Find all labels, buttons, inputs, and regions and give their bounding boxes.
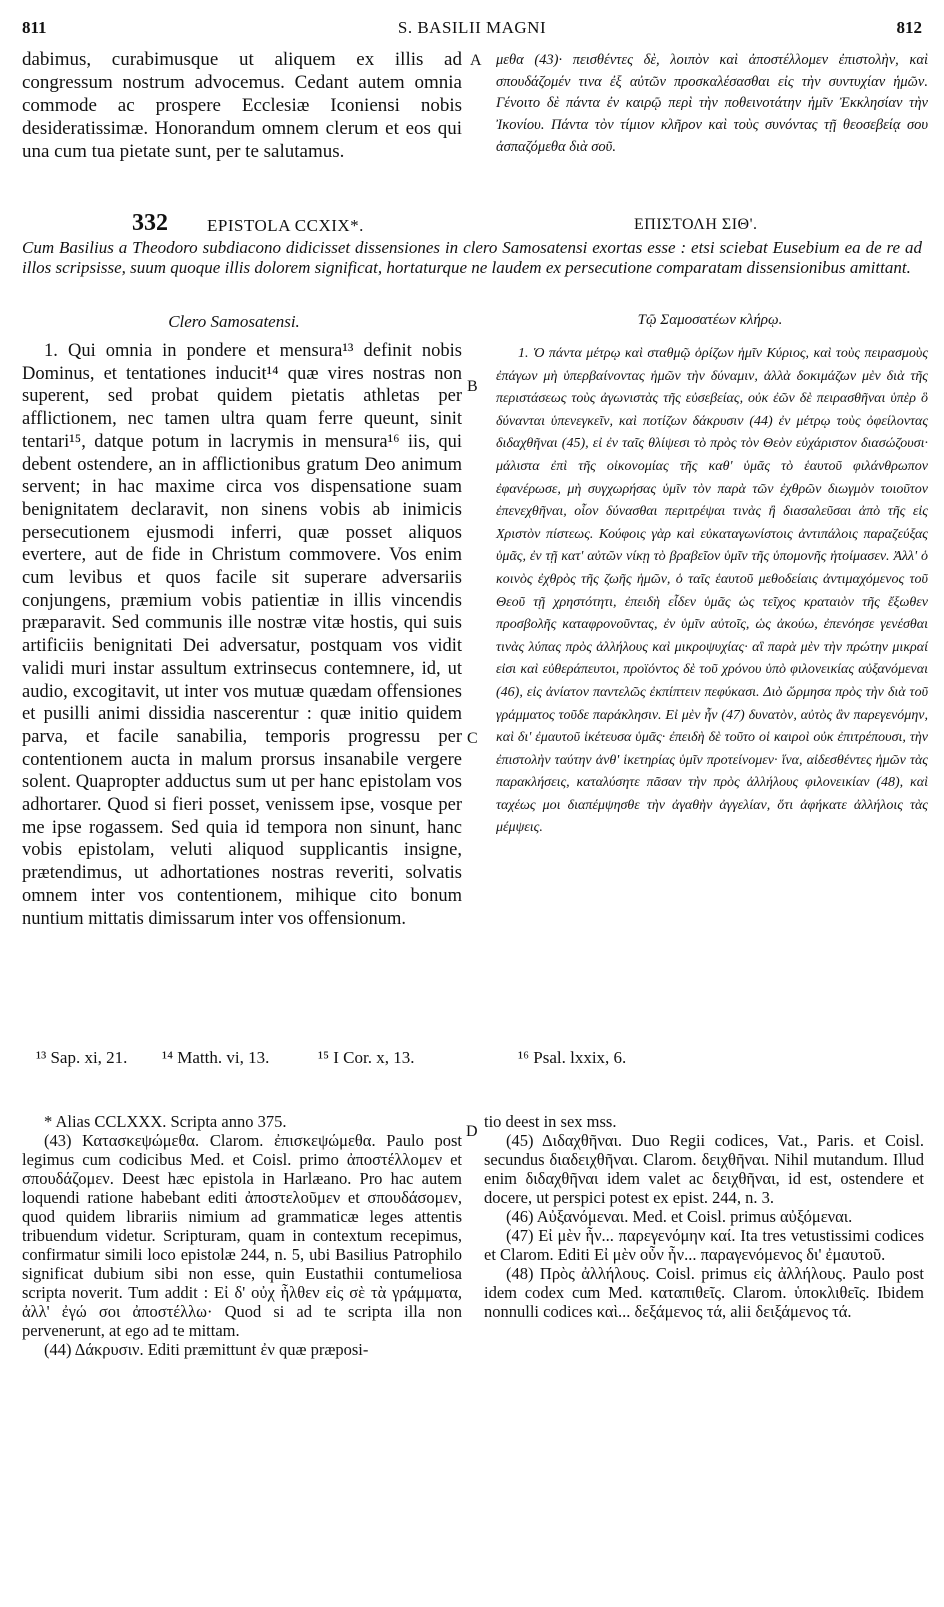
note-44: (44) Δάκρυσιν. Editi præmittunt ἐν quæ præposi- [44, 1340, 369, 1359]
footnote-15: ¹⁵ I Cor. x, 13. [318, 1048, 415, 1067]
greek-address: Τῷ Σαμοσατέων κλήρῳ. [637, 312, 783, 328]
previous-letter-latin-ending [22, 48, 462, 163]
page-number-right: 812 [896, 18, 922, 37]
latin-letter-title: EPISTOLA CCXIX*. [207, 216, 364, 235]
greek-body-text: 1. Ὁ πάντα μέτρῳ καὶ σταθμῷ ὁρίζων ἡμῖν Κύριος, καὶ τοὺς πειρασμοὺς ἐπάγων μὴ ὑπερβαίνοντας ἡμῶν τὴν δύναμιν, ἀλλὰ δοκιμάζων μὲν διὰ τῆς περιστάσεως τοὺς ἀγωνιστὰς τῆς εὐσεβείας, οὐκ ἐῶν δὲ πειρασθῆναι ὑπὲρ ὃ δύνανται ὑπενεγκεῖν, καὶ ποτίζων δάκρυσιν (44) ἐν μέτρῳ τοὺς ὀφείλοντας διδαχθῆναι (45), εἰ ἐν ταῖς θλίψεσι τὸ πρὸς τὸν Θεὸν εὐχάριστον διασώζουσι· μάλιστα ἐπὶ τῆς οἰκονομίας τῆς καθ' ὑμᾶς τὸ ἑαυτοῦ φιλάνθρωπον ἐφανέρωσε, μὴ συγχωρήσας ὑμῖν τὸν παρὰ τῶν ἐχθρῶν διωγμὸν τοιοῦτον ἐπενεχθῆναι, οἷον δύνασθαι περιτρέψαι τινὰς ἢ διασαλεῦσαι ἀπὸ τῆς εἰς Χριστὸν πίστεως. Κούφοις γὰρ καὶ εὐκαταγωνίστοις ἀντιπάλοις παραζεύξας ὑμᾶς, ἐν τῇ κατ' αὐτῶν νίκῃ τὸ βραβεῖον ὑμῖν τῆς ὑπομονῆς ἡτοίμασεν. Ἀλλ' ὁ κοινὸς ἐχθρὸς τῆς ζωῆς ἡμῶν, ὁ ταῖς ἑαυτοῦ μεθοδείαις ἀντιμαχόμενος τοῦ Θεοῦ τῇ χρηστότητι, ἐπειδὴ εἶδεν ὑμᾶς ὡς τεῖχος κραταιὸν τῆς ἔξωθεν προσβολῆς καταφρονοῦντας, ἐν ὑμῖν αὐτοῖς, ὡς ἀκούω, ἐπενόησε γενέσθαι τινὰς λύπας πρὸς ἀλλήλους καὶ μικροψυχίας· αἳ παρὰ μὲν τὴν πρώτην μικραί εἰσι καὶ εὐθεράπευτοι, προϊόντος δὲ τοῦ χρόνου ὑπὸ φιλονεικίας αὐξανόμεναι (46), εἰς ἀνίατον παντελῶς ἐκπίπτειν πεφύκασι. Διὸ ὥρμησα πρὸς τὴν διὰ τοῦ γράμματος τοῦδε παράκλησιν. Εἰ μὲν ἦν (47) δυνατὸν, αὐτὸς ἂν παρεγενόμην, καὶ δι' ἐμαυτοῦ ἱκέτευσα ὑμᾶς· ἐπειδὴ δὲ τοῦτο οἱ καιροὶ οὐκ ἐπιτρέπουσι, τὴν ἐπιστολὴν ταύτην ἀνθ' ἱκετηρίας ὑμῖν προτείνομεν· ἵνα, αἰδεσθέντες ἡμῶν τὰς παρακλήσεις, καταλύσητε πᾶσαν τὴν πρὸς ἀλλήλους φιλονεικίαν (48), καὶ ταχέως μοι διαπέμψησθε τὴν ἀγαθὴν ἀγγελίαν, ὅτι ἀφήκατε ἀλλήλοις τὰς μέμψεις. [496, 346, 928, 836]
note-44-continued: tio deest in sex mss. [484, 1112, 617, 1131]
letter-number: 332 [132, 210, 168, 236]
running-header [22, 18, 922, 44]
page-number-left: 811 [22, 18, 47, 37]
note-47: (47) Εἰ μὲν ἦν... παρεγενόμην καί. Ita tres vetustissimi codices et Clarom. Editi Εἰ μὲν οὖν ἦν... παραγενόμενος δι' ἐμαυτοῦ. [484, 1226, 924, 1264]
critical-notes-right [484, 1112, 924, 1321]
note-46: (46) Αὐξανόμεναι. Med. et Coisl. primus αὐξόμεναι. [506, 1207, 853, 1226]
critical-notes-left [22, 1112, 462, 1359]
note-alias: * Alias CCLXXX. Scripta anno 375. [44, 1112, 287, 1131]
latin-body-text: 1. Qui omnia in pondere et mensura¹³ definit nobis Dominus, et tentationes inducit¹⁴ quæ vires nostras non superent, sed probat quidem pietatis athletas per afflictionem, nec tamen ultra quam ferre queunt, sinit tentari¹⁵, datque potum in lacrymis in mensura¹⁶ iis, qui debent ostendere, an in afflictionibus gratum Deo animum servent; in hac maxime circa vos dispensatione suam benignitatem declaravit, non sinens vobis ab inimicis persecutionem ejusmodi inferri, quæ posset aliquos evertere, aut de fide in Christum commovere. Vos enim cum levibus et quos facile sit superare adversariis conjungens, præmium vobis patientiæ in illis vincendis præparavit. Sed communis ille nostræ vitæ hostis, qui suis artificiis benignitati Dei adversatur, postquam vos vidit validi muri instar assultum extrinsecus contemnere, id, ut audio, excogitavit, ut inter vos mutuæ quædam offensiones et pusilli animi dissidia nascerentur : quæ initio quidem parva, et facile sanabilia, temporis progressu per contentionem aucta in malum prorsus insanabile vergere solent. Quapropter adductus sum ut per hanc epistolam vos adhortarer. Quod si fieri posset, venissem ipse, vosque per me ipse rogassem. Sed quia id tempora non sinunt, hanc vobis epistolam, veluti aliquod supplicantis insigne, prætendimus, ut adhortationes nostras reveriti, solvatis omnem inter vos contentionem, mihique cito bonum nuntium mittatis dimissarum inter vos offensionum. [22, 341, 462, 929]
note-43: (43) Κατασκεψώμεθα. Clarom. ἐπισκεψώμεθα. Paulo post legimus cum codicibus Med. et Coisl. primo ἀποστέλλομεν et σπουδάζομεν. Deest hæc epistola in Harlæano. Pro hac autem loquendi ratione habebant editi ἀποστελοῦμεν et σπουδάσομεν, quod quidem librariis nimium ad grammaticæ leges attentis tribuendum videtur. Scripturam, quam in contextum recepimus, confirmatur simili loco epistolæ 244, n. 5, ubi Basilius Patrophilo significat dubium sibi non esse, quin Eustathii contumeliosa scripta noverit. Tum addit : Εἰ δ' οὐχ ἦλθεν εἰς σὲ τὰ γράμματα, ἀλλ' ἐγώ σοι ἀποστέλλω· Quod si ad te scripta illa non pervenerunt, at ego ad te mittam. [22, 1131, 462, 1340]
margin-letter-a: A [470, 52, 482, 69]
greek-body-column [496, 343, 928, 840]
letter-summary: Cum Basilius a Theodoro subdiacono didicisset dissensiones in clero Samosatensi exortas esse : etsi sciebat Eusebium ea de re ad illos scripsisse, suum quoque illis dolorem significat, hortaturque ne laudem ex persecutione comparatam dissensionibus amittant. [22, 238, 922, 277]
letter-heading [22, 210, 922, 240]
footnote-13: ¹³ Sap. xi, 21. [36, 1048, 128, 1067]
margin-letter-c: C [467, 730, 478, 747]
previous-greek-text: μεθα (43)· πεισθέντες δὲ, λοιπὸν καὶ ἀποστέλλομεν ἐπιστολὴν, καὶ σπουδάζομέν τινα ἐξ αὐτῶν προσκαλέσασθαι εἰς τὴν συντυχίαν ἡμῶν. Γένοιτο δὲ πάντα ἐν καιρῷ περὶ τὴν ποθεινοτάτην ἡμῖν Ἐκκλησίαν τὴν Ἰκονίου. Πάντα τὸν τίμιον κλῆρον καὶ τοὺς συνόντας τῇ θεοσεβείᾳ σου ἀσπαζόμεθα διὰ σοῦ. [496, 52, 928, 155]
latin-address: Clero Samosatensi. [168, 312, 300, 331]
footnote-16: ¹⁶ Psal. lxxix, 6. [518, 1048, 627, 1067]
margin-letter-b: B [467, 378, 478, 395]
previous-letter-greek-ending [496, 50, 928, 159]
footnote-14: ¹⁴ Matth. vi, 13. [162, 1048, 270, 1067]
greek-letter-title: ΕΠΙΣΤΟΛΗ ΣΙΘ'. [634, 216, 758, 233]
note-48: (48) Πρὸς ἀλλήλους. Coisl. primus εἰς ἀλλήλους. Paulo post idem codex cum Med. καταπιθεῖς. Clarom. ὑποκλιθεῖς. Ibidem nonnulli codices καὶ... δεξάμενος τά, alii δειξάμενος τά. [484, 1264, 924, 1321]
margin-letter-d: D [466, 1123, 478, 1140]
latin-body-column [22, 340, 462, 930]
note-45: (45) Διδαχθῆναι. Duo Regii codices, Vat., Paris. et Coisl. secundus διαδειχθῆναι. Clarom. δειχθῆναι. Nihil mutandum. Illud enim διδαχθῆναι idem valet ac δειχθῆναι, id est, ostendere et docere, ut perspici potest ex epist. 244, n. 3. [484, 1131, 924, 1207]
previous-latin-text: dabimus, curabimusque ut aliquem ex illis ad congressum nostrum advocemus. Cedant autem omnia commode ac prospere Ecclesiæ Iconiensi nobis desideratissimæ. Honorandum omnem clerum et eos qui una cum tua pietate sunt, per te salutamus. [22, 49, 462, 162]
running-title: S. BASILII MAGNI [397, 18, 547, 37]
